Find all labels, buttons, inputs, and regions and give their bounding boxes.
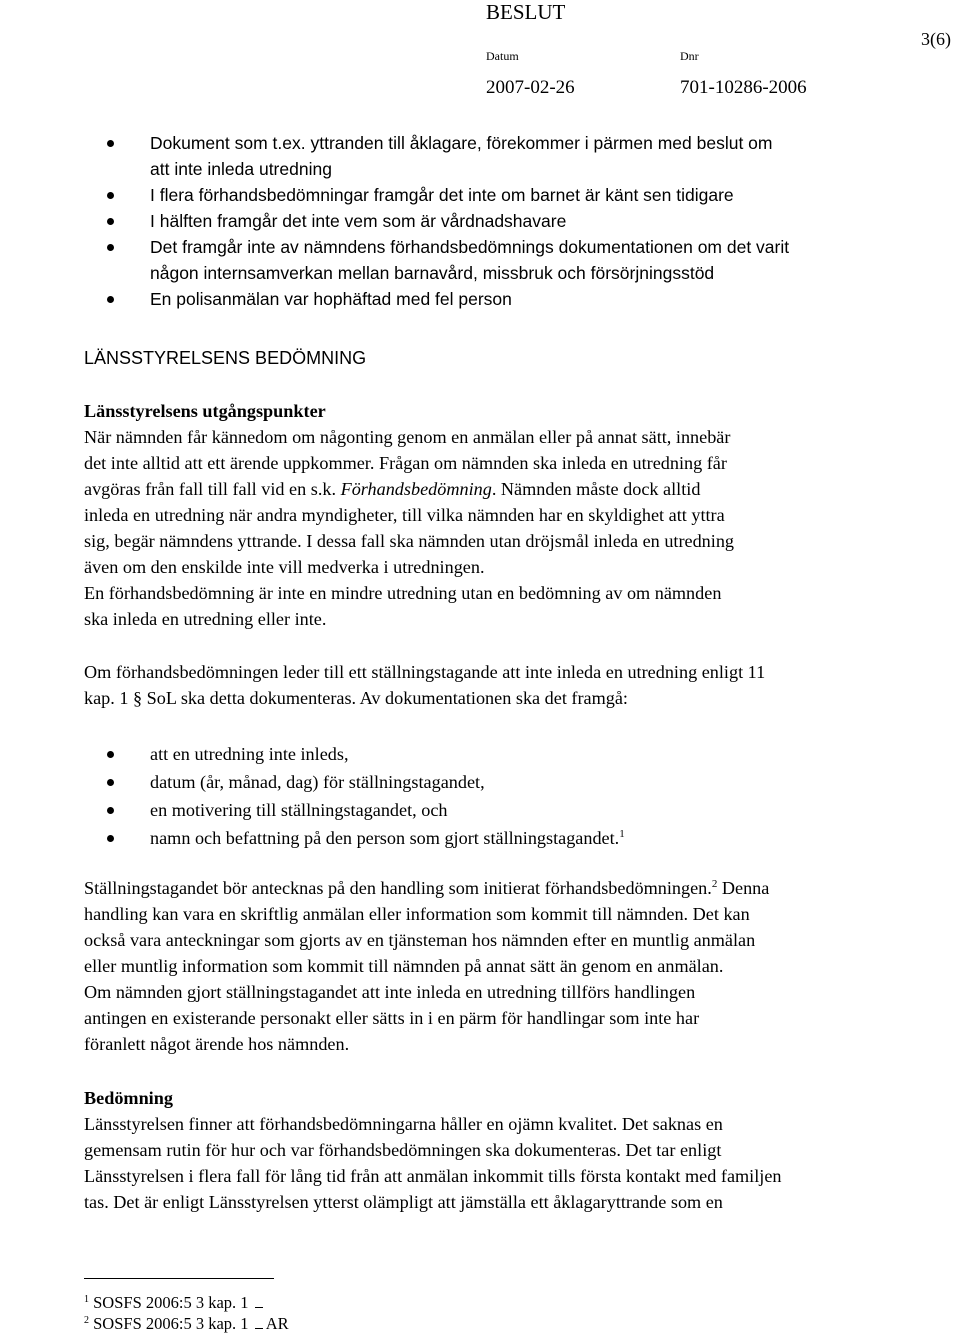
footnote-separator [84,1278,274,1279]
utgangspunkter-heading: Länsstyrelsens utgångspunkter [84,401,326,421]
document-type: BESLUT [486,0,566,24]
date-label: Datum [486,49,519,63]
bedomning-heading: Bedömning [84,1088,173,1108]
dokumentation-paragraph: Om förhandsbedömningen leder till ett ställningstagande att inte inleda en utredning enligt 11 kap. 1 § SoL ska detta dokumenteras. Av dokumentationen ska det framgå: [84,662,766,708]
list-item: en motivering till ställningstagandet, och [84,796,904,824]
page-number: 3(6) [921,29,951,49]
list-item: Det framgår inte av nämndens förhandsbedömnings dokumentationen om det varit någon internsamverkan mellan barnavård, missbruk och försörjningsstöd [84,234,904,286]
section-sign-mark [255,1314,263,1329]
section-sign-mark [255,1293,263,1308]
list-item: I hälften framgår det inte vem som är vårdnadshavare [84,208,904,234]
findings-list [84,130,904,312]
footnote-ref[interactable]: 2 [711,878,718,890]
footnote-ref[interactable]: 1 [619,828,625,840]
footnote-2: $^2$ SOSFS 2006:5 3 kap. 1 AR [84,1314,289,1333]
requirements-list [84,740,904,852]
list-item: datum (år, månad, dag) för ställningstagandet, [84,768,904,796]
list-item: att en utredning inte inleds, [84,740,904,768]
italic-term: Förhandsbedömning [340,479,492,499]
footnote-1: $^1$ SOSFS 2006:5 3 kap. 1 [84,1293,263,1313]
date-value: 2007-02-26 [486,77,575,98]
list-item: En polisanmälan var hophäftad med fel person [84,286,904,312]
utgangspunkter-section: Länsstyrelsens utgångspunkter När nämnden får kännedom om någonting genom en anmälan eller på annat sätt, innebär det inte alltid att ett ärende uppkommer. Frågan om nämnden ska inleda en utredning får avgöras från fall till fall vid en s.k. Förhandsbedömning. Nämnden måste dock alltid inleda en utredning när andra myndigheter, till vilka nämnden har en skyldighet att yttra sig, begär nämndens yttrande. I dessa fall ska nämnden utan dröjsmål inleda en utredning även om den enskilde inte vill medverka i utredningen. En förhandsbedömning är inte en mindre utredning utan en bedömning av om nämnden ska inleda en utredning eller inte. [84,401,735,629]
section-heading: LÄNSSTYRELSENS BEDÖMNING [84,348,367,368]
list-item: Dokument som t.ex. yttranden till åklagare, förekommer i pärmen med beslut om att inte inleda utredning [84,130,904,182]
list-item: namn och befattning på den person som gjort ställningstagandet.$^1$ [84,824,904,852]
dnr-value: 701-10286-2006 [680,77,807,98]
bedomning-section: Bedömning Länsstyrelsen finner att förhandsbedömningarna håller en ojämn kvalitet. Det saknas en gemensam rutin för hur och var förhandsbedömningen ska dokumenteras. Det tar enligt Länsstyrelsen i flera fall för lång tid från att anmälan inkommit tills första kontakt med familjen tas. Det är enligt Länsstyrelsen ytterst olämpligt att jämställa ett åklagaryttrande som en [84,1088,782,1212]
anteckning-paragraph: Ställningstagandet bör antecknas på den handling som initierat förhandsbedömningen.$^2$ Denna handling kan vara en skriftlig anmälan eller information som kommit till nämnden. Det kan också vara anteckningar som gjorts av en tjänsteman hos nämnden efter en muntlig anmälan eller muntlig information som kommit till nämnden på annat sätt än genom en anmälan. Om nämnden gjort ställningstagandet att inte inleda en utredning tillförs handlingen antingen en existerande personakt eller sätts in i en pärm för handlingar som inte har föranlett något ärende hos nämnden. [84,878,770,1054]
list-item: I flera förhandsbedömningar framgår det inte om barnet är känt sen tidigare [84,182,904,208]
dnr-label: Dnr [680,49,699,63]
